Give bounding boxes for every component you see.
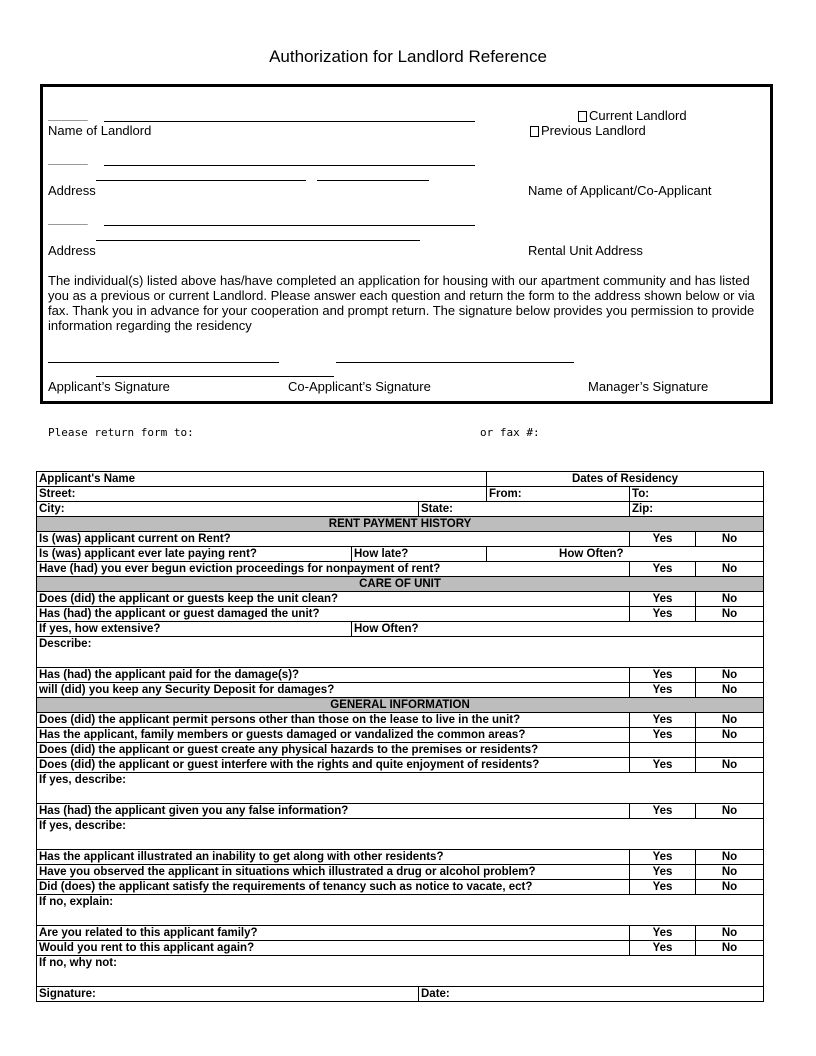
no-option[interactable]: No — [696, 532, 764, 547]
if-yes-describe-cell[interactable]: If yes, describe: — [37, 819, 764, 850]
table-row — [37, 850, 764, 865]
question-cell: Has (had) the applicant paid for the damage(s)? — [37, 668, 630, 683]
table-row — [37, 895, 764, 926]
fax-label: or fax #: — [480, 426, 540, 439]
authorization-paragraph: The individual(s) listed above has/have completed an application for housing with our apartment community and has listed you as a previous or current Landlord. Please answer each question and return the form to the address shown below or via fax. Thank you in advance for your cooperation and prompt return. The signature below provides you permission to provide information regarding the residency — [48, 273, 755, 333]
date-cell[interactable]: Date: — [419, 987, 764, 1002]
signature-cell[interactable]: Signature: — [37, 987, 419, 1002]
checkbox-icon[interactable] — [530, 126, 539, 137]
no-option[interactable]: No — [696, 865, 764, 880]
yes-option[interactable]: Yes — [630, 532, 696, 547]
question-cell: Would you rent to this applicant again? — [37, 941, 630, 956]
question-cell: Does (did) the applicant or guest interfere with the rights and quite enjoyment of residents? — [37, 758, 630, 773]
co-applicant-signature-line[interactable] — [336, 362, 574, 363]
table-row — [37, 926, 764, 941]
table-row — [37, 743, 764, 758]
table-row — [37, 713, 764, 728]
manager-signature-label: Manager’s Signature — [588, 379, 709, 394]
no-option[interactable]: No — [696, 804, 764, 819]
applicant-signature-label: Applicant’s Signature — [48, 379, 170, 394]
yes-option[interactable]: Yes — [630, 683, 696, 698]
if-no-explain-cell[interactable]: If no, explain: — [37, 895, 764, 926]
no-option-blank[interactable] — [696, 743, 764, 758]
describe-cell[interactable]: Describe: — [37, 637, 764, 668]
yes-option-blank[interactable] — [630, 743, 696, 758]
no-option[interactable]: No — [696, 926, 764, 941]
yes-option[interactable]: Yes — [630, 941, 696, 956]
question-cell: Does (did) the applicant permit persons other than those on the lease to live in the unit? — [37, 713, 630, 728]
table-row — [37, 487, 764, 502]
table-row — [37, 941, 764, 956]
yes-option[interactable]: Yes — [630, 668, 696, 683]
no-option[interactable]: No — [696, 562, 764, 577]
reference-table — [36, 471, 764, 1002]
no-option[interactable]: No — [696, 668, 764, 683]
table-row — [37, 758, 764, 773]
state-cell[interactable]: State: — [419, 502, 630, 517]
table-row — [37, 880, 764, 895]
address-label-2: Address — [48, 243, 96, 258]
yes-option[interactable]: Yes — [630, 880, 696, 895]
no-option[interactable]: No — [696, 592, 764, 607]
table-row — [37, 472, 764, 487]
table-row — [37, 502, 764, 517]
table-row — [37, 562, 764, 577]
table-row — [37, 668, 764, 683]
rent-payment-history-header: RENT PAYMENT HISTORY — [37, 517, 764, 532]
address-line-1c[interactable] — [317, 180, 429, 181]
question-cell: Did (does) the applicant satisfy the requirements of tenancy such as notice to vacate, ect? — [37, 880, 630, 895]
name-of-landlord-label: Name of Landlord — [48, 123, 152, 138]
table-row — [37, 683, 764, 698]
co-applicant-signature-label: Co-Applicant’s Signature — [288, 379, 431, 394]
no-option[interactable]: No — [696, 758, 764, 773]
question-cell: Are you related to this applicant family? — [37, 926, 630, 941]
question-cell: Have you observed the applicant in situations which illustrated a drug or alcohol problem? — [37, 865, 630, 880]
no-option[interactable]: No — [696, 683, 764, 698]
no-option[interactable]: No — [696, 728, 764, 743]
how-often-cell[interactable]: How Often? — [487, 547, 764, 562]
table-row — [37, 637, 764, 668]
yes-option[interactable]: Yes — [630, 607, 696, 622]
address-line-2b[interactable] — [96, 240, 420, 241]
previous-landlord-option[interactable] — [530, 123, 646, 138]
yes-option[interactable]: Yes — [630, 728, 696, 743]
question-cell: Has (had) the applicant or guest damaged the unit? — [37, 607, 630, 622]
if-yes-extensive-cell[interactable]: If yes, how extensive? — [37, 622, 352, 637]
yes-option[interactable]: Yes — [630, 592, 696, 607]
checkbox-icon[interactable] — [578, 111, 587, 122]
table-row — [37, 773, 764, 804]
table-row — [37, 987, 764, 1002]
yes-option[interactable]: Yes — [630, 804, 696, 819]
from-cell[interactable]: From: — [487, 487, 630, 502]
yes-option[interactable]: Yes — [630, 758, 696, 773]
general-information-header: GENERAL INFORMATION — [37, 698, 764, 713]
no-option[interactable]: No — [696, 941, 764, 956]
table-row — [37, 547, 764, 562]
no-option[interactable]: No — [696, 880, 764, 895]
question-cell: Has the applicant illustrated an inability to get along with other residents? — [37, 850, 630, 865]
table-row — [37, 592, 764, 607]
table-row — [37, 517, 764, 532]
yes-option[interactable]: Yes — [630, 713, 696, 728]
table-row — [37, 819, 764, 850]
question-cell: Have (had) you ever begun eviction proceedings for nonpayment of rent? — [37, 562, 630, 577]
if-yes-describe-cell[interactable]: If yes, describe: — [37, 773, 764, 804]
return-form-label: Please return form to: — [48, 426, 194, 439]
how-often-cell[interactable]: How Often? — [352, 622, 764, 637]
table-row — [37, 577, 764, 592]
signature-line-b[interactable] — [96, 376, 334, 377]
current-landlord-label: Current Landlord — [589, 108, 687, 123]
city-cell[interactable]: City: — [37, 502, 419, 517]
to-cell[interactable]: To: — [630, 487, 764, 502]
dash-prefix: ______ — [48, 212, 88, 225]
table-row — [37, 532, 764, 547]
address-line-2[interactable] — [104, 225, 475, 226]
no-option[interactable]: No — [696, 850, 764, 865]
previous-landlord-label: Previous Landlord — [541, 123, 646, 138]
page-title: Authorization for Landlord Reference — [269, 47, 547, 66]
question-cell: will (did) you keep any Security Deposit for damages? — [37, 683, 630, 698]
table-row — [37, 622, 764, 637]
question-cell: Has (had) the applicant given you any false information? — [37, 804, 630, 819]
landlord-name-line[interactable] — [104, 121, 475, 122]
rental-unit-address-label: Rental Unit Address — [528, 243, 643, 258]
no-option[interactable]: No — [696, 713, 764, 728]
zip-cell[interactable]: Zip: — [630, 502, 764, 517]
no-option[interactable]: No — [696, 607, 764, 622]
table-row — [37, 607, 764, 622]
street-cell[interactable]: Street: — [37, 487, 487, 502]
current-landlord-option[interactable] — [578, 108, 687, 123]
question-cell: Is (was) applicant current on Rent? — [37, 532, 630, 547]
address-label-1: Address — [48, 183, 96, 198]
yes-option[interactable]: Yes — [630, 562, 696, 577]
yes-option[interactable]: Yes — [630, 865, 696, 880]
question-cell: Has the applicant, family members or guests damaged or vandalized the common areas? — [37, 728, 630, 743]
table-row — [37, 804, 764, 819]
name-of-applicant-label: Name of Applicant/Co-Applicant — [528, 183, 712, 198]
question-cell: Does (did) the applicant or guest create any physical hazards to the premises or residents? — [37, 743, 630, 758]
dash-prefix: ______ — [48, 108, 88, 121]
dash-prefix: ______ — [48, 152, 88, 165]
yes-option[interactable]: Yes — [630, 926, 696, 941]
table-row — [37, 956, 764, 987]
question-cell: Is (was) applicant ever late paying rent? — [37, 547, 352, 562]
table-row — [37, 865, 764, 880]
how-late-cell[interactable]: How late? — [352, 547, 487, 562]
care-of-unit-header: CARE OF UNIT — [37, 577, 764, 592]
applicants-name-cell[interactable]: Applicant's Name — [37, 472, 487, 487]
if-no-why-not-cell[interactable]: If no, why not: — [37, 956, 764, 987]
yes-option[interactable]: Yes — [630, 850, 696, 865]
question-cell: Does (did) the applicant or guests keep the unit clean? — [37, 592, 630, 607]
table-row — [37, 698, 764, 713]
table-row — [37, 728, 764, 743]
applicant-signature-line[interactable] — [48, 362, 279, 363]
address-line-1[interactable] — [104, 165, 475, 166]
dates-of-residency-cell: Dates of Residency — [487, 472, 764, 487]
address-line-1b[interactable] — [96, 180, 306, 181]
